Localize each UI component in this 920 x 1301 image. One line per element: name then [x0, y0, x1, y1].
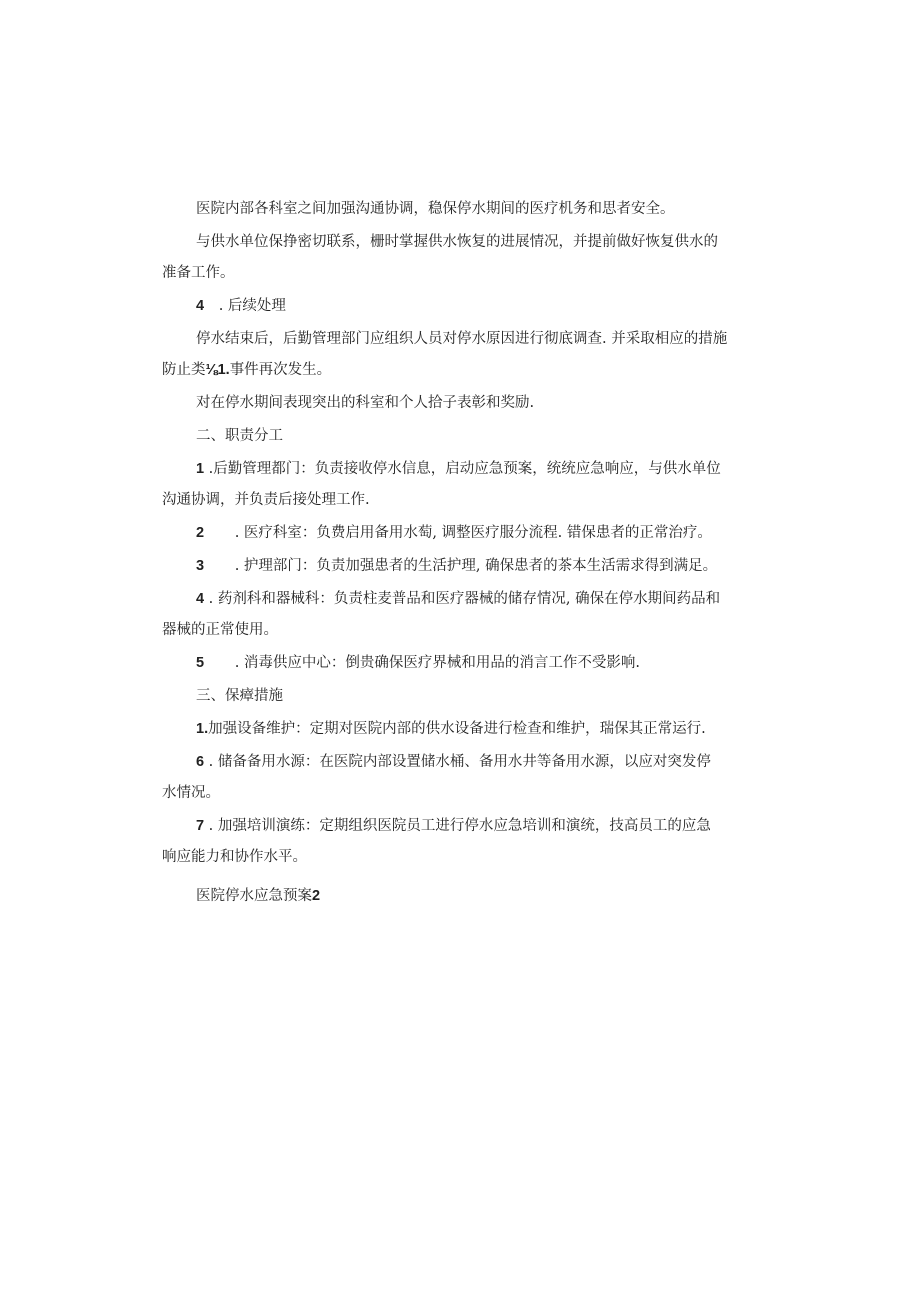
item-text: 加强设备维护：定期对医院内部的供水设备进行检查和维护，瑞保其正常运行. — [208, 721, 706, 737]
text-segment: 事件再次发生。 — [229, 362, 332, 378]
safeguard-item-6-line1 — [196, 752, 711, 772]
item-number: 7 — [196, 818, 205, 834]
item-text: . 医疗科室：负费启用备用水萄, 调整医疗服分流程. 错保患者的正常治疗。 — [234, 525, 712, 541]
safeguard-item-7-line1 — [196, 816, 711, 836]
responsibility-item-2 — [196, 523, 712, 543]
item-text: . 消毒供应中心：倒贵确保医疗界械和用品的消言工作不受影响. — [234, 655, 641, 671]
responsibility-item-1-line1 — [196, 459, 721, 479]
safeguard-item-7-line2: 响应能力和协作水平。 — [162, 849, 307, 865]
item-number: 5 — [196, 655, 205, 671]
item-number: 1 — [196, 461, 205, 477]
section-heading-followup — [196, 296, 286, 316]
item-number: 2 — [196, 525, 205, 541]
responsibility-item-1-line2: 沟通协调，并负责后接处理工作. — [162, 492, 370, 508]
text-segment: 防止类 — [162, 362, 206, 378]
heading-safeguards: 三、保瘴措施 — [196, 688, 283, 704]
item-number: 3 — [196, 558, 205, 574]
paragraph-supplier-contact-line2: 准备工作。 — [162, 265, 235, 281]
responsibility-item-5 — [196, 653, 640, 673]
item-number: 4 — [196, 591, 205, 607]
responsibility-item-4-line2: 器械的正常使用。 — [162, 622, 278, 638]
next-document-title — [196, 886, 320, 906]
safeguard-item-1 — [196, 719, 706, 739]
item-number: 6 — [196, 754, 205, 770]
heading-responsibilities: 二、职责分工 — [196, 428, 283, 444]
section-title: . 后续处理 — [218, 298, 286, 314]
responsibility-item-3 — [196, 556, 717, 576]
item-text: . 药剂科和器械科：负责柱麦普品和医疗器械的储存情况, 确保在停水期间药品和 — [204, 591, 721, 607]
item-text: .后勤管理都门：负责接收停水信息，启动应急预案，统统应急响应，与供水单位 — [204, 461, 721, 477]
item-text: . 储备备用水源：在医院内部设置储水桶、备用水井等备用水源，以应对突发停 — [204, 754, 711, 770]
paragraph-coordination: 医院内部各科室之间加强沟通协调，稳保停水期间的医疗机务和思者安全。 — [196, 201, 675, 217]
item-number: 1. — [196, 721, 209, 737]
safeguard-item-6-line2: 水情况。 — [162, 785, 220, 801]
responsibility-item-4-line1 — [196, 589, 720, 609]
paragraph-investigation-line1: 停水结束后，后勤管理部门应组织人员对停水原因进行彻底调查. 并采取相应的措施 — [196, 331, 728, 347]
section-number: 4 — [196, 298, 205, 314]
item-text: . 加强培训演练：定期组织医院员工进行停水应急培训和演统，技高员工的应急 — [204, 818, 711, 834]
garbled-glyph: ⅛1. — [205, 362, 230, 378]
paragraph-supplier-contact-line1: 与供水单位保挣密切联系，栅时掌握供水恢复的进展情况，并提前做好恢复供水的 — [196, 234, 718, 250]
item-text: . 护理部门：负责加强患者的生活护理, 确保患者的茶本生活需求得到满足。 — [234, 558, 718, 574]
title-number: 2 — [312, 888, 321, 904]
title-text: 医院停水应急预案 — [196, 888, 312, 904]
paragraph-commendation: 对在停水期间表现突出的科室和个人拾子表彰和奖励. — [196, 395, 535, 411]
paragraph-investigation-line2 — [162, 360, 331, 380]
